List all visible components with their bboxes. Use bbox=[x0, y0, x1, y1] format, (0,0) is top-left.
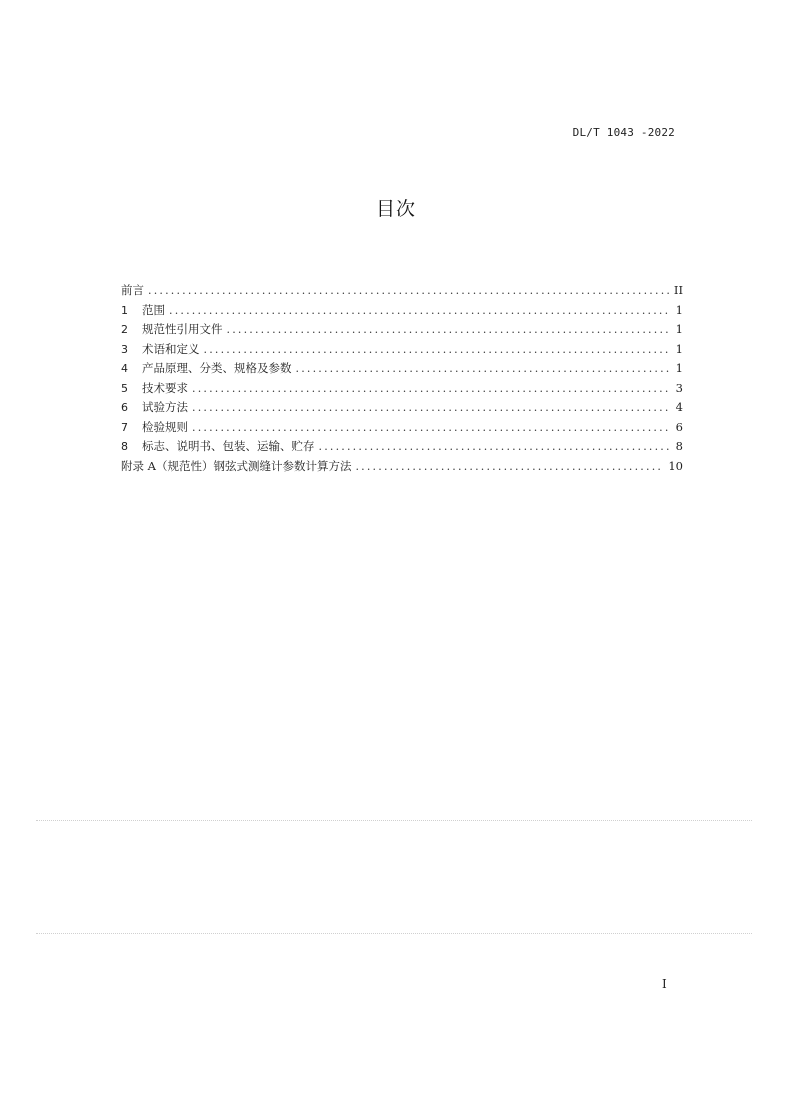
toc-entry-label: 附录 A（规范性）钢弦式测缝计参数计算方法 bbox=[121, 458, 352, 473]
toc-entry-page: 1 bbox=[675, 341, 683, 356]
toc-entry-number: 6 bbox=[121, 401, 128, 414]
toc-entry-number: 1 bbox=[121, 303, 128, 317]
toc-leader-dots bbox=[169, 304, 671, 317]
toc-leader-dots bbox=[192, 382, 671, 395]
toc-entry-page: 1 bbox=[675, 361, 683, 375]
toc-entry-inspection-rules[interactable] bbox=[121, 419, 683, 439]
toc-leader-dots bbox=[319, 440, 672, 453]
toc-entry-label: 规范性引用文件 bbox=[142, 322, 223, 336]
toc-leader-dots bbox=[192, 421, 671, 434]
toc-entry-page: II bbox=[673, 283, 683, 297]
toc-entry-number: 2 bbox=[121, 323, 128, 336]
toc-entry-normative-references[interactable] bbox=[121, 321, 683, 341]
toc-title: 目次 bbox=[375, 198, 416, 220]
toc-entry-test-methods[interactable] bbox=[121, 399, 683, 419]
toc-entry-appendix-a[interactable] bbox=[121, 458, 683, 478]
toc-entry-page: 6 bbox=[675, 419, 683, 434]
toc-entry-number: 3 bbox=[121, 342, 128, 356]
toc-entry-page: 10 bbox=[668, 458, 683, 473]
toc-leader-dots bbox=[204, 343, 672, 356]
toc-entry-technical-requirements[interactable] bbox=[121, 380, 683, 400]
toc-entry-page: 3 bbox=[675, 380, 683, 395]
toc-entry-label: 试验方法 bbox=[142, 400, 188, 414]
toc-entry-label: 标志、说明书、包装、运输、贮存 bbox=[142, 439, 315, 453]
toc-entry-page: 8 bbox=[675, 439, 683, 453]
toc-entry-label: 产品原理、分类、规格及参数 bbox=[142, 361, 292, 375]
toc-entry-page: 1 bbox=[675, 322, 683, 336]
toc-entry-page: 4 bbox=[675, 400, 683, 414]
toc-entry-label: 技术要求 bbox=[142, 380, 188, 395]
toc-entry-label: 前言 bbox=[121, 283, 144, 297]
toc-entry-scope[interactable] bbox=[121, 302, 683, 322]
toc-leader-dots bbox=[148, 284, 670, 297]
toc-entry-label: 检验规则 bbox=[142, 419, 188, 434]
toc-entry-label: 术语和定义 bbox=[142, 341, 200, 356]
document-code: DL/T 1043 -2022 bbox=[572, 126, 675, 139]
toc-list bbox=[121, 282, 683, 477]
dotted-divider bbox=[36, 933, 752, 934]
toc-entry-number: 7 bbox=[121, 420, 128, 434]
toc-leader-dots bbox=[355, 460, 664, 473]
toc-entry-page: 1 bbox=[675, 302, 683, 317]
toc-entry-terms-definitions[interactable] bbox=[121, 341, 683, 361]
toc-entry-foreword[interactable] bbox=[121, 282, 683, 302]
toc-entry-number: 4 bbox=[121, 362, 128, 375]
toc-entry-number: 5 bbox=[121, 381, 128, 395]
toc-entry-product-principle[interactable] bbox=[121, 360, 683, 380]
toc-entry-label: 范围 bbox=[142, 302, 165, 317]
page-number: I bbox=[662, 977, 667, 991]
toc-leader-dots bbox=[227, 323, 672, 336]
toc-entry-number: 8 bbox=[121, 440, 128, 453]
toc-leader-dots bbox=[192, 401, 671, 414]
toc-leader-dots bbox=[296, 362, 672, 375]
dotted-divider bbox=[36, 820, 752, 821]
toc-entry-marking-packaging[interactable] bbox=[121, 438, 683, 458]
